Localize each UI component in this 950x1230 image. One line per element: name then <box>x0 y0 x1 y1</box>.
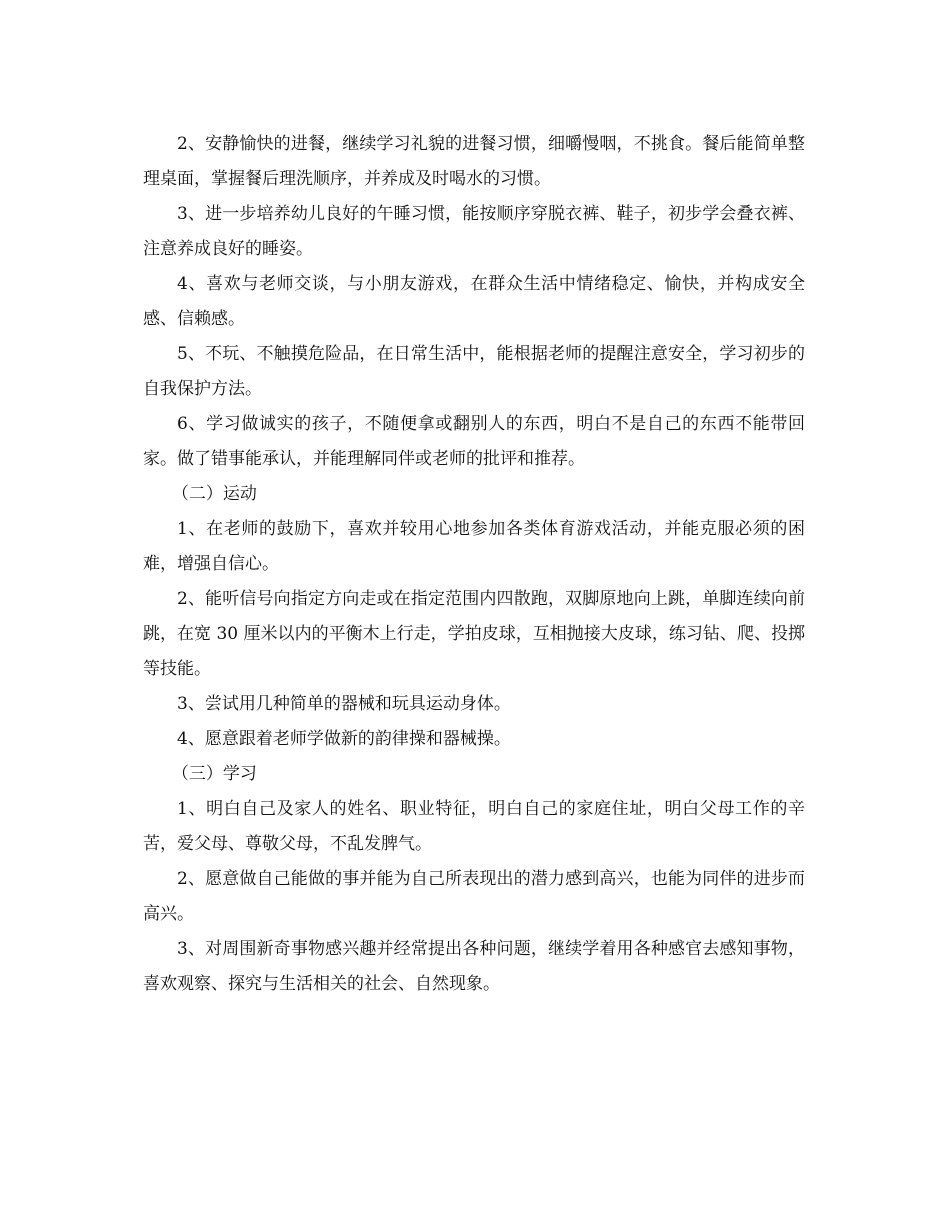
paragraph-2: 3、进一步培养幼儿良好的午睡习惯，能按顺序穿脱衣裤、鞋子，初步学会叠衣裤、注意养成良好的睡姿。 <box>143 204 805 259</box>
paragraph-8: 3、尝试用几种简单的器械和玩具运动身体。 <box>177 694 511 714</box>
paragraph-11: 2、愿意做自己能做的事并能为自己所表现出的潜力感到高兴，也能为同伴的进步而高兴。 <box>143 869 805 924</box>
paragraph-7: 2、能听信号向指定方向走或在指定范围内四散跑，双脚原地向上跳，单脚连续向前跳，在宽 30 厘米以内的平衡木上行走，学拍皮球，互相抛接大皮球，练习钻、爬、投掷等技能。 <box>143 589 805 679</box>
paragraph-12: 3、对周围新奇事物感兴趣并经常提出各种问题，继续学着用各种感官去感知事物，喜欢观察、探究与生活相关的社会、自然现象。 <box>143 939 805 994</box>
paragraph-1: 2、安静愉快的进餐，继续学习礼貌的进餐习惯，细嚼慢咽，不挑食。餐后能简单整理桌面，掌握餐后理洗顺序，并养成及时喝水的习惯。 <box>143 134 805 189</box>
paragraph-6: 1、在老师的鼓励下，喜欢并较用心地参加各类体育游戏活动，并能克服必须的困难，增强自信心。 <box>143 519 805 574</box>
section-heading-learning: （三）学习 <box>171 764 257 784</box>
paragraph-4: 5、不玩、不触摸危险品，在日常生活中，能根据老师的提醒注意安全，学习初步的自我保护方法。 <box>143 344 805 399</box>
paragraph-5: 6、学习做诚实的孩子，不随便拿或翻别人的东西，明白不是自己的东西不能带回家。做了错事能承认，并能理解同伴或老师的批评和推荐。 <box>143 414 805 469</box>
paragraph-9: 4、愿意跟着老师学做新的韵律操和器械操。 <box>177 729 511 749</box>
paragraph-3: 4、喜欢与老师交谈，与小朋友游戏，在群众生活中情绪稳定、愉快，并构成安全感、信赖感。 <box>143 274 805 329</box>
paragraph-10: 1、明白自己及家人的姓名、职业特征，明白自己的家庭住址，明白父母工作的辛苦，爱父母、尊敬父母，不乱发脾气。 <box>143 799 805 854</box>
section-heading-sports: （二）运动 <box>171 484 257 504</box>
document-body <box>143 127 805 1002</box>
